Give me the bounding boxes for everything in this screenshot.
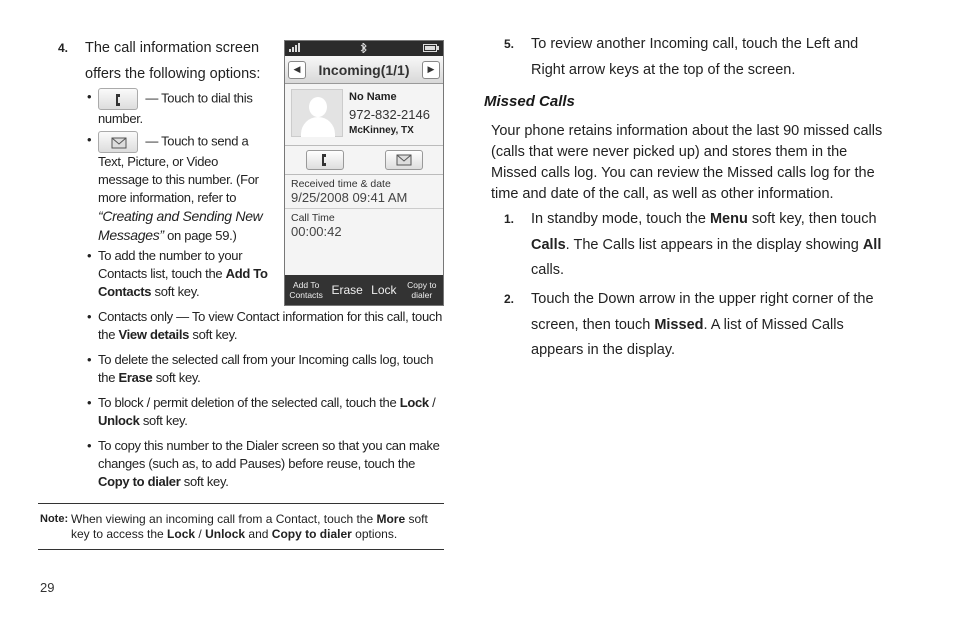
section-heading: Missed Calls bbox=[484, 93, 575, 110]
phone-action-buttons bbox=[285, 145, 443, 175]
phone-title: Incoming(1/1) bbox=[318, 61, 410, 78]
received-section bbox=[285, 175, 443, 209]
received-label: Received time & date bbox=[291, 178, 391, 190]
phone-title-bar bbox=[285, 56, 443, 84]
calltime-value: 00:00:42 bbox=[291, 224, 342, 239]
avatar bbox=[291, 89, 343, 137]
envelope-icon bbox=[98, 131, 138, 153]
bullet-view-details: • Contacts only — To view Contact information for this call, touch the View details soft key. bbox=[87, 309, 443, 342]
call-button[interactable] bbox=[306, 150, 344, 170]
phone-icon bbox=[319, 153, 331, 167]
softkey-lock[interactable]: Lock bbox=[371, 283, 397, 297]
step-number: 1. bbox=[504, 212, 515, 226]
bullet-message: • — Touch to send a Text, Picture, or Video message to this number. (For more information, refer to “Creating and Sending New Messages” on page 59.) bbox=[87, 132, 263, 243]
signal-icon bbox=[289, 43, 303, 54]
step-text: The call information screen offers the following options: bbox=[85, 40, 261, 82]
step-number: 4. bbox=[58, 41, 69, 55]
cross-reference-link[interactable]: “Creating and Sending New Messages” bbox=[98, 208, 263, 243]
softkey-add-to-contacts[interactable]: Add To Contacts bbox=[289, 280, 323, 300]
bullet-dial: • — Touch to dial this number. bbox=[87, 89, 253, 126]
left-arrow-button[interactable]: ◀ bbox=[288, 61, 306, 79]
softkey-erase[interactable]: Erase bbox=[331, 283, 363, 297]
step-text: Touch the Down arrow in the upper right corner of the screen, then touch Missed. A list of Missed Calls appears in the display. bbox=[531, 291, 874, 358]
calltime-label: Call Time bbox=[291, 212, 335, 224]
softkey-copy-to-dialer[interactable]: Copy to dialer bbox=[407, 280, 437, 300]
note-bottom-rule bbox=[38, 549, 444, 550]
received-value: 9/25/2008 09:41 AM bbox=[291, 190, 408, 205]
step-number: 5. bbox=[504, 37, 515, 51]
step-text: In standby mode, touch the Menu soft key, then touch Calls. The Calls list appears in the display showing All calls. bbox=[531, 211, 882, 278]
bullet-lock: • To block / permit deletion of the selected call, touch the Lock / Unlock soft key. bbox=[87, 395, 436, 428]
contact-number: 972-832-2146 bbox=[349, 107, 430, 122]
message-button[interactable] bbox=[385, 150, 423, 170]
bullet-copy-dialer: • To copy this number to the Dialer screen so that you can make changes (such as, to add Pauses) before reuse, touch the Copy to dialer soft key. bbox=[87, 438, 440, 489]
phone-softkeys bbox=[285, 275, 443, 305]
envelope-icon bbox=[396, 154, 412, 166]
step-text: To review another Incoming call, touch the Left and Right arrow keys at the top of the screen. bbox=[531, 36, 859, 78]
contact-block bbox=[289, 87, 439, 137]
contact-name: No Name bbox=[349, 91, 397, 103]
right-arrow-button[interactable]: ▶ bbox=[422, 61, 440, 79]
bullet-add-contacts: • To add the number to your Contacts list, touch the Add To Contacts soft key. bbox=[87, 248, 268, 299]
step-number: 2. bbox=[504, 292, 515, 306]
page-number: 29 bbox=[40, 580, 55, 595]
section-paragraph: Your phone retains information about the last 90 missed calls (calls that were never picked up) and stores them in the Missed calls log. You can review the Missed calls log for the time and date of the call, as well as other information. bbox=[491, 123, 883, 202]
bullet-text: — Touch to dial this number. bbox=[98, 90, 253, 126]
calltime-section bbox=[285, 209, 443, 242]
phone-icon bbox=[98, 88, 138, 110]
battery-icon bbox=[423, 44, 439, 54]
phone-screenshot bbox=[284, 40, 444, 306]
note-label: Note: bbox=[40, 513, 69, 525]
bluetooth-icon bbox=[358, 43, 368, 55]
note-top-rule bbox=[38, 503, 444, 504]
phone-status-bar bbox=[285, 41, 443, 56]
bullet-erase: • To delete the selected call from your Incoming calls log, touch the Erase soft key. bbox=[87, 352, 434, 385]
contact-location: McKinney, TX bbox=[349, 125, 414, 136]
note-text: When viewing an incoming call from a Contact, touch the More soft key to access the Lock / Unlock and Copy to dialer options. bbox=[71, 512, 428, 541]
